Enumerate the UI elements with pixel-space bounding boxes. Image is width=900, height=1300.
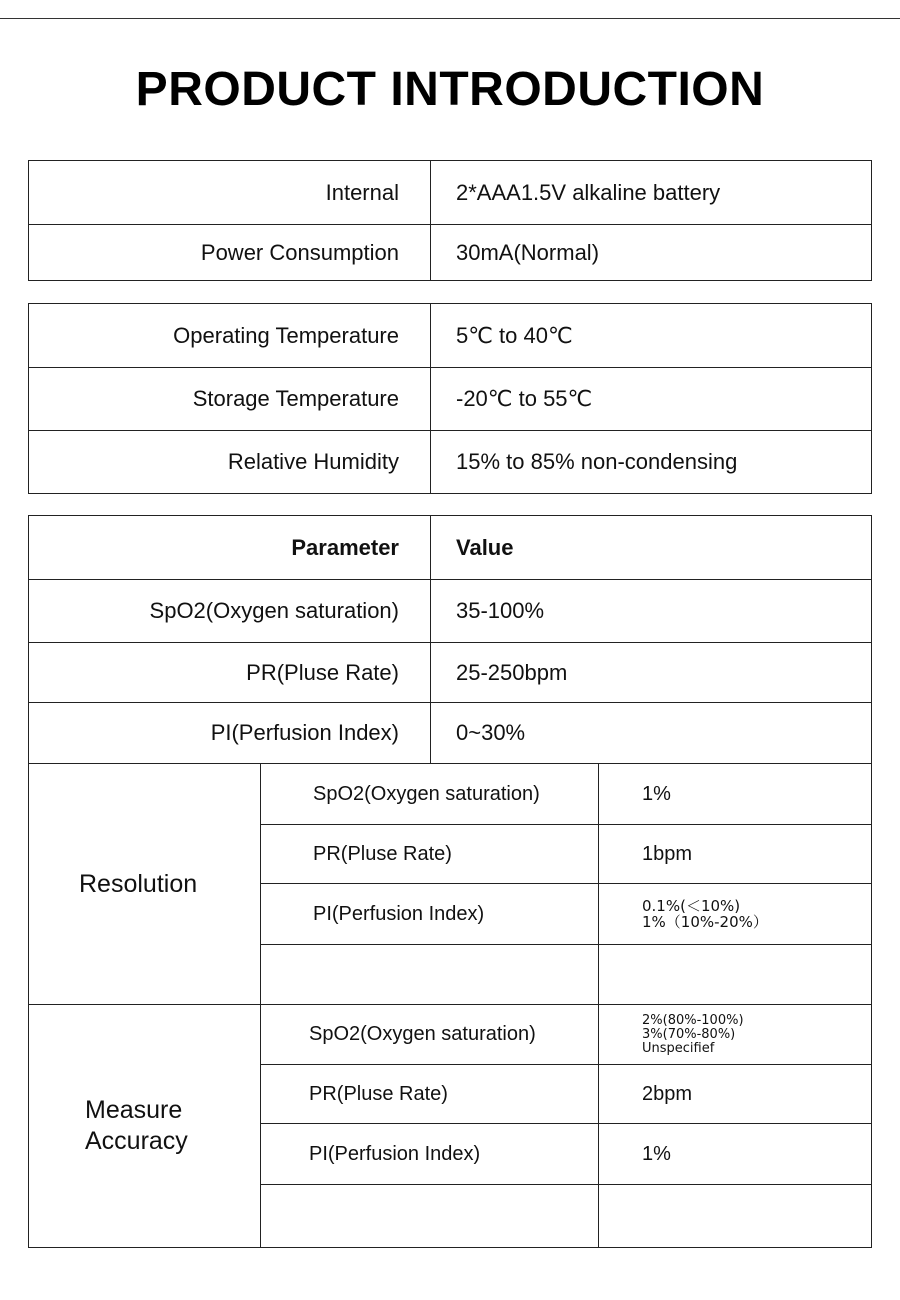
spo2-range-label: SpO2(Oxygen saturation)	[28, 579, 431, 643]
power-consumption-label: Power Consumption	[28, 224, 431, 281]
resolution-spo2-value: 1%	[598, 763, 872, 825]
top-divider	[0, 18, 900, 19]
resolution-pi-value-line: 0.1%(＜10%)	[642, 897, 741, 915]
pi-range-label: PI(Perfusion Index)	[28, 702, 431, 764]
accuracy-pi-name: PI(Perfusion Index)	[260, 1123, 599, 1185]
accuracy-spo2-value	[598, 1004, 872, 1065]
accuracy-spo2-value-line: Unspecifief	[642, 1040, 715, 1056]
resolution-label: Resolution	[28, 763, 261, 1005]
storage-temperature-value: -20℃ to 55℃	[430, 367, 872, 431]
accuracy-pr-name: PR(Pluse Rate)	[260, 1064, 599, 1124]
power-consumption-value: 30mA(Normal)	[430, 224, 872, 281]
measure-accuracy-label-line: Accuracy	[85, 1127, 188, 1155]
accuracy-empty-value-cell	[598, 1184, 872, 1248]
resolution-pr-name: PR(Pluse Rate)	[260, 824, 599, 884]
storage-temperature-label: Storage Temperature	[28, 367, 431, 431]
spo2-range-value: 35-100%	[430, 579, 872, 643]
relative-humidity-value: 15% to 85% non-condensing	[430, 430, 872, 494]
resolution-empty-name-cell	[260, 944, 599, 1005]
resolution-pi-name: PI(Perfusion Index)	[260, 883, 599, 945]
operating-temperature-label: Operating Temperature	[28, 303, 431, 368]
measure-accuracy-label-line: Measure	[85, 1096, 183, 1124]
accuracy-pr-value: 2bpm	[598, 1064, 872, 1124]
pi-range-value: 0~30%	[430, 702, 872, 764]
accuracy-spo2-value-line: 2%(80%-100%)	[642, 1012, 744, 1028]
pr-range-value: 25-250bpm	[430, 642, 872, 703]
accuracy-pi-value: 1%	[598, 1123, 872, 1185]
page-title: PRODUCT INTRODUCTION	[135, 63, 765, 116]
pr-range-label: PR(Pluse Rate)	[28, 642, 431, 703]
accuracy-empty-name-cell	[260, 1184, 599, 1248]
parameter-header: Parameter	[28, 515, 431, 580]
resolution-pi-value	[598, 883, 872, 945]
internal-label: Internal	[28, 160, 431, 225]
resolution-empty-value-cell	[598, 944, 872, 1005]
resolution-spo2-name: SpO2(Oxygen saturation)	[260, 763, 599, 825]
resolution-pr-value: 1bpm	[598, 824, 872, 884]
relative-humidity-label: Relative Humidity	[28, 430, 431, 494]
value-header: Value	[430, 515, 872, 580]
resolution-pi-value-line: 1%（10%-20%）	[642, 913, 768, 931]
measure-accuracy-label	[28, 1004, 261, 1248]
operating-temperature-value: 5℃ to 40℃	[430, 303, 872, 368]
accuracy-spo2-value-line: 3%(70%-80%)	[642, 1026, 736, 1042]
internal-value: 2*AAA1.5V alkaline battery	[430, 160, 872, 225]
accuracy-spo2-name: SpO2(Oxygen saturation)	[260, 1004, 599, 1065]
